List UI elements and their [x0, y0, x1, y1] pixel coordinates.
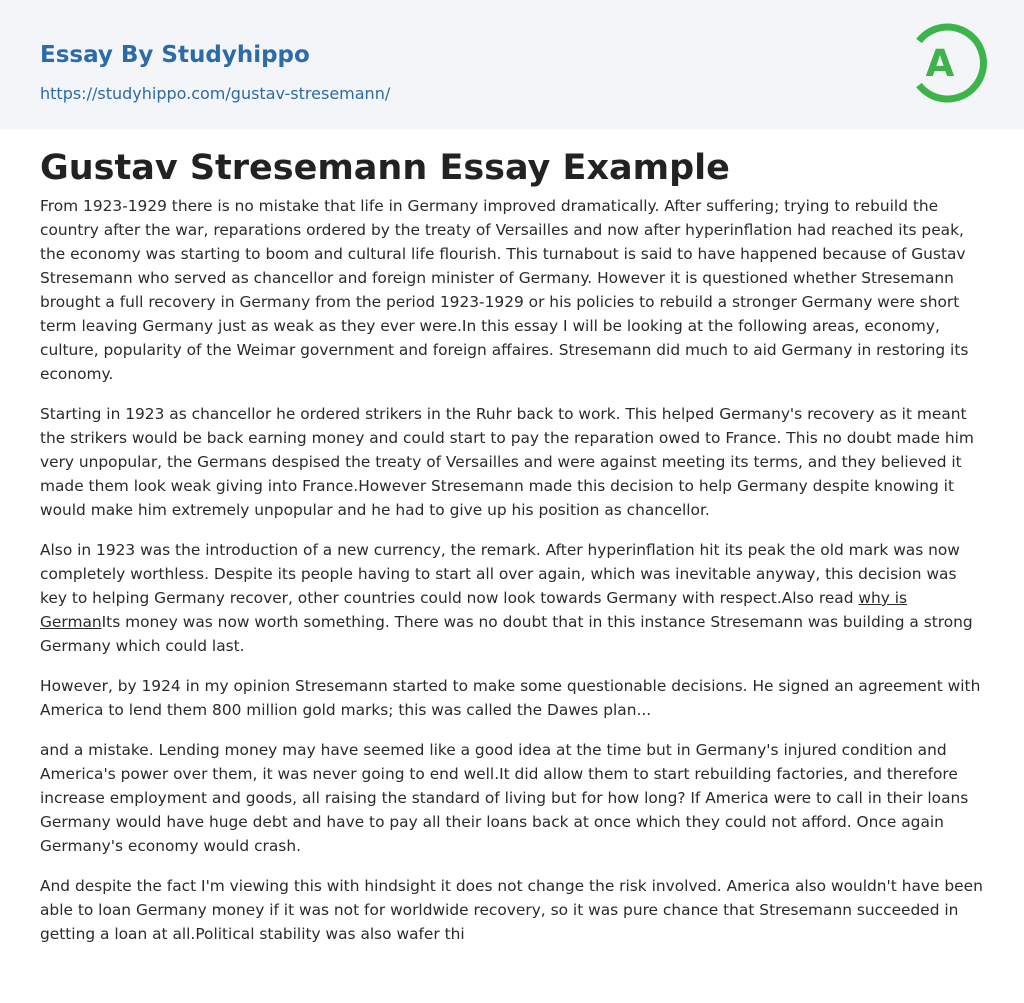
paragraph-3-text-after: Its money was now worth something. There was no doubt that in this instance Stresemann was building a strong Germany which could last.	[40, 613, 973, 655]
paragraph-6: And despite the fact I'm viewing this with hindsight it does not change the risk involved. America also wouldn't have been able to loan Germany money if it was not for worldwide recovery, so it was pure chance that Stresemann succeeded in getting a loan at all.Political stability was also wafer thi	[40, 877, 983, 943]
paragraph-4: However, by 1924 in my opinion Stresemann started to make some questionable decisions. He signed an agreement with America to lend them 800 million gold marks; this was called the Dawes plan...	[40, 677, 981, 719]
paragraph-3	[40, 538, 985, 658]
article-body	[40, 194, 985, 962]
site-brand[interactable]: Essay By Studyhippo	[40, 42, 310, 68]
site-header	[0, 0, 1024, 129]
paragraph-2: Starting in 1923 as chancellor he ordered strikers in the Ruhr back to work. This helped Germany's recovery as it meant the strikers would be back earning money and could start to pay the reparation owed to France. This no doubt made him very unpopular, the Germans despised the treaty of Versailles and were against meeting its terms, and they believed it made them look weak giving into France.However Stresemann made this decision to help Germany despite knowing it would make him extremely unpopular and he had to give up his position as chancellor.	[40, 405, 974, 519]
page-url-link[interactable]: https://studyhippo.com/gustav-stresemann/	[40, 84, 391, 103]
studyhippo-logo-icon[interactable]	[911, 20, 987, 106]
related-essay-link[interactable]: why is German	[40, 589, 908, 631]
paragraph-5: and a mistake. Lending money may have seemed like a good idea at the time but in Germany's injured condition and America's power over them, it was never going to end well.It did allow them to start rebuilding factories, and therefore increase employment and goods, all raising the standard of living but for how long? If America were to call in their loans Germany would have huge debt and have to pay all their loans back at once which they could not afford. Once again Germany's economy would crash.	[40, 741, 969, 855]
paragraph-3-text-before: Also in 1923 was the introduction of a new currency, the remark. After hyperinflation hit its peak the old mark was now completely worthless. Despite its people having to start all over again, which was inevitable anyway, this decision was key to helping Germany recover, other countries could now look towards Germany with respect.Also read	[40, 541, 960, 607]
paragraph-1: From 1923-1929 there is no mistake that life in Germany improved dramatically. After suffering; trying to rebuild the country after the war, reparations ordered by the treaty of Versailles and now after hyperinflation had reached its peak, the economy was starting to boom and cultural life flourish. This turnabout is said to have happened because of Gustav Stresemann who served as chancellor and foreign minister of Germany. However it is questioned whether Stresemann brought a full recovery in Germany from the period 1923-1929 or his policies to rebuild a stronger Germany were short term leaving Germany just as weak as they ever were.In this essay I will be looking at the following areas, economy, culture, popularity of the Weimar government and foreign affaires. Stresemann did much to aid Germany in restoring its economy.	[40, 197, 969, 383]
page-title: Gustav Stresemann Essay Example	[40, 148, 730, 188]
logo-letter: A	[925, 42, 955, 85]
